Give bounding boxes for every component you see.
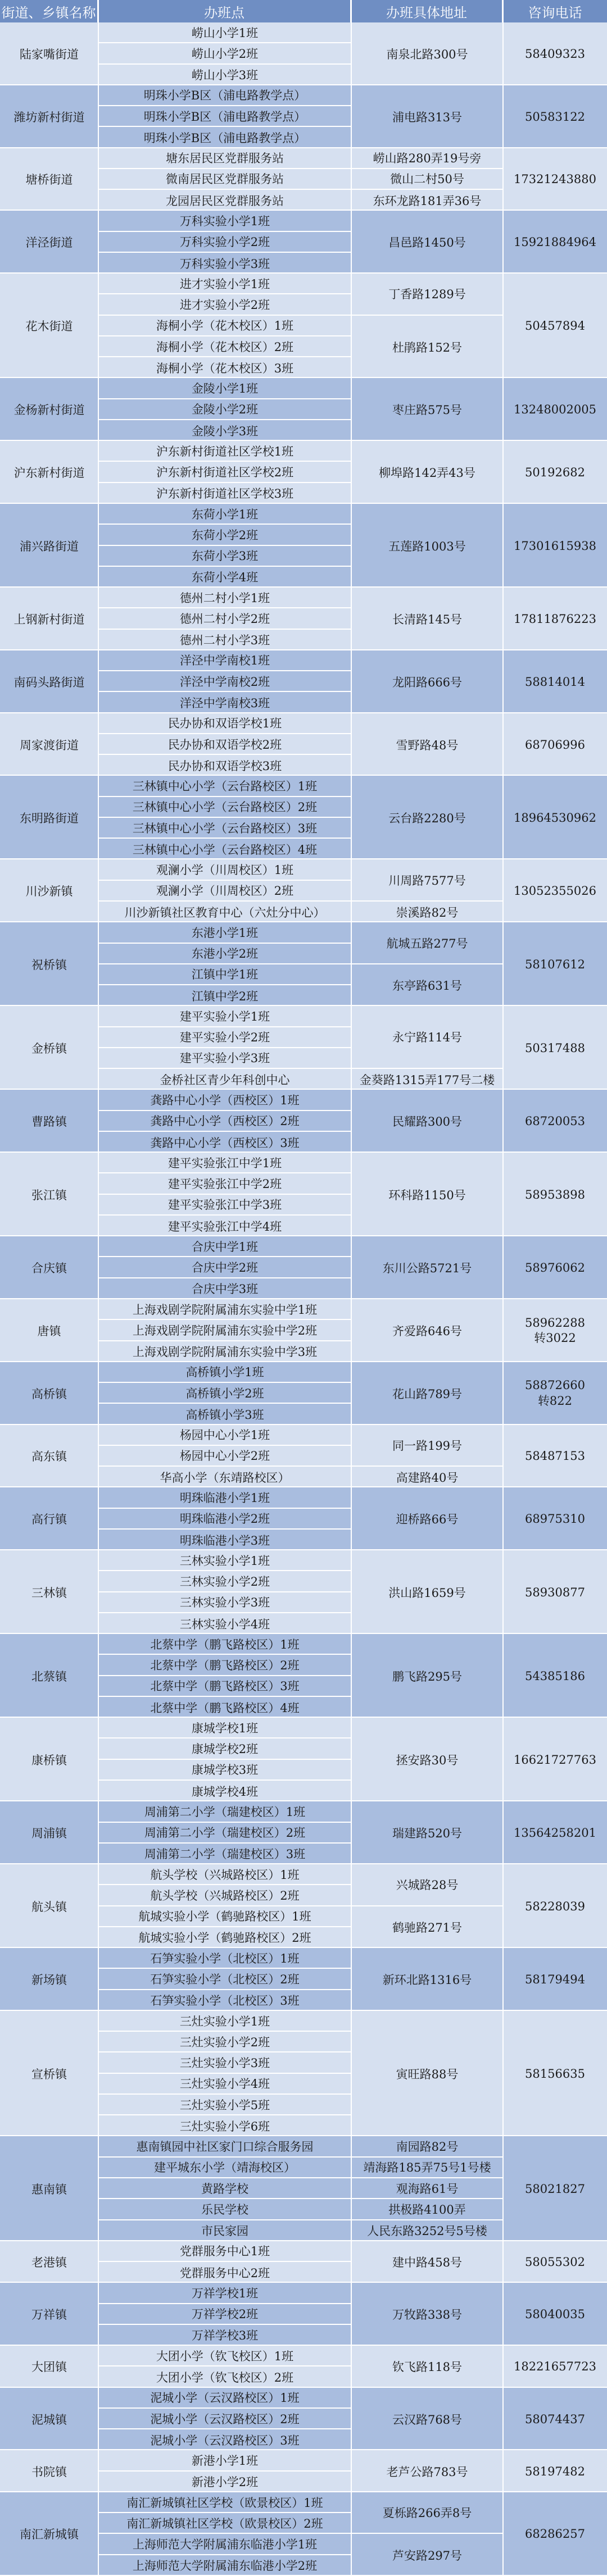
table-row	[0, 1425, 607, 1488]
header-point: 办班点	[98, 0, 351, 22]
class-address: 云汉路768号	[392, 2413, 463, 2427]
class-point: 东港小学1班	[98, 922, 351, 943]
table-row	[0, 22, 607, 85]
class-address: 洪山路1659号	[388, 1586, 466, 1600]
table-row	[0, 211, 607, 274]
class-point: 北蔡中学（鹏飞路校区）1班	[98, 1634, 351, 1655]
district-name: 上钢新村街道	[13, 612, 85, 626]
class-point: 高桥镇小学3班	[185, 1408, 264, 1422]
district-name: 潍坊新村街道	[13, 110, 85, 124]
class-point: 万科实验小学3班	[179, 257, 270, 271]
district-name: 泥城镇	[31, 2413, 67, 2427]
class-point: 华高小学（东靖路校区）	[160, 1471, 290, 1485]
contact-phone: 18964530962	[514, 811, 596, 825]
class-address: 老芦公路783号	[386, 2465, 468, 2479]
contact-phone: 58976062	[525, 1261, 585, 1275]
class-point: 三林镇中心小学（云台路校区）2班	[98, 797, 351, 818]
contact-phone: 58107612	[525, 957, 585, 971]
class-address: 东亭路631号	[392, 979, 463, 993]
class-address: 钦飞路118号	[392, 2360, 463, 2374]
class-point: 三林实验小学2班	[98, 1571, 351, 1592]
class-point: 石笋实验小学（北校区）2班	[98, 1969, 351, 1990]
class-point: 党群服务中心1班	[98, 2241, 351, 2262]
class-point: 惠南镇园中社区家门口综合服务园	[98, 2136, 351, 2157]
class-point: 上海师范大学附属浦东临港小学2班	[132, 2559, 318, 2573]
class-point: 德州二村小学2班	[98, 608, 351, 629]
contact-phone: 50457894	[525, 319, 585, 333]
class-point: 观澜小学（川周校区）2班	[98, 881, 351, 902]
class-point: 建平城东小学（靖海校区）	[98, 2158, 351, 2178]
class-address: 靖海路185弄75号1号楼	[351, 2158, 503, 2178]
class-point: 海桐小学（花木校区）2班	[98, 336, 351, 357]
contact-phone: 58021827	[525, 2182, 585, 2196]
contact-phone: 58872660 转822	[525, 1378, 585, 1408]
district-name: 塘桥街道	[25, 173, 73, 187]
class-point: 民办协和双语学校2班	[98, 734, 351, 755]
contact-phone: 58962288 转3022	[525, 1316, 585, 1345]
class-point: 合庆中学1班	[98, 1236, 351, 1257]
district-name: 合庆镇	[31, 1262, 67, 1276]
class-point: 航城实验小学（鹤驰路校区）1班	[98, 1906, 351, 1927]
class-address: 长清路145号	[392, 612, 463, 626]
contact-phone: 50583122	[525, 110, 585, 124]
class-point: 三灶实验小学1班	[98, 2011, 351, 2032]
class-point: 新港小学2班	[191, 2475, 259, 2489]
class-point: 崂山小学3班	[191, 69, 259, 83]
table-row	[0, 2450, 607, 2492]
class-point: 龚路中心小学（西校区）1班	[98, 1090, 351, 1110]
class-point: 江镇中学2班	[191, 989, 259, 1003]
class-point: 建平实验小学1班	[98, 1006, 351, 1027]
district-name: 周浦镇	[31, 1827, 67, 1841]
class-point: 万祥学校3班	[191, 2329, 259, 2343]
class-point: 金桥社区青少年科创中心	[160, 1073, 290, 1087]
contact-phone: 15921884964	[514, 235, 596, 249]
class-point: 东荷小学2班	[98, 525, 351, 545]
class-point: 海桐小学（花木校区）1班	[98, 316, 351, 336]
class-address: 微山二村50号	[351, 169, 503, 190]
class-point: 三灶实验小学3班	[98, 2052, 351, 2073]
contact-phone: 58055302	[525, 2255, 585, 2269]
class-point: 航头学校（兴城路校区）1班	[98, 1864, 351, 1885]
class-point: 建平实验张江中学1班	[98, 1153, 351, 1173]
table-row	[0, 2011, 607, 2137]
district-name: 惠南镇	[31, 2182, 67, 2196]
class-address: 拱极路4100弄	[351, 2199, 503, 2220]
class-point: 三灶实验小学4班	[98, 2074, 351, 2095]
class-point: 洋泾中学南校3班	[179, 697, 270, 710]
class-address: 建中路458号	[392, 2256, 463, 2270]
contact-phone: 58228039	[525, 1899, 585, 1913]
class-address: 杜鹃路152号	[392, 340, 463, 354]
district-name: 三林镇	[31, 1586, 67, 1600]
class-point: 崂山小学1班	[98, 22, 351, 43]
class-point: 崂山小学2班	[98, 43, 351, 64]
class-point: 三灶实验小学6班	[179, 2119, 270, 2133]
table-row	[0, 1006, 607, 1090]
header-address: 办班具体地址	[351, 0, 503, 22]
class-point: 金陵小学1班	[98, 378, 351, 399]
contact-phone: 58487153	[525, 1449, 585, 1463]
class-address: 民耀路300号	[392, 1115, 463, 1129]
contact-phone: 17811876223	[514, 612, 596, 626]
district-name: 高行镇	[31, 1513, 67, 1527]
class-point: 南汇新城镇社区学校（欧景校区）2班	[98, 2513, 351, 2534]
table-row	[0, 1299, 607, 1362]
district-name: 书院镇	[31, 2465, 67, 2479]
class-address: 万牧路338号	[392, 2308, 463, 2322]
district-name: 南汇新城镇	[20, 2528, 79, 2542]
class-point: 川沙新镇社区教育中心（六灶分中心）	[124, 905, 325, 920]
class-point: 泥城小学（云汉路校区）2班	[98, 2409, 351, 2429]
table-row	[0, 1948, 607, 2011]
class-address: 丁香路1289号	[351, 274, 503, 316]
table-row	[0, 1236, 607, 1299]
class-point: 微南居民区党群服务站	[98, 169, 351, 190]
class-point: 明珠临港小学2班	[98, 1509, 351, 1530]
table-row	[0, 148, 607, 211]
class-address: 夏栎路266弄8号	[351, 2492, 503, 2534]
table-row	[0, 2283, 607, 2346]
class-address: 拯安路30号	[396, 1753, 459, 1767]
class-address: 龙阳路666号	[392, 675, 463, 689]
contact-phone: 68975310	[525, 1512, 585, 1526]
class-address: 环科路1150号	[388, 1188, 466, 1202]
class-point: 沪东新村街道社区学校1班	[98, 441, 351, 462]
class-point: 金陵小学2班	[98, 399, 351, 420]
class-point: 建平实验张江中学2班	[98, 1173, 351, 1194]
class-point: 康城学校3班	[98, 1760, 351, 1781]
class-address: 兴城路28号	[351, 1864, 503, 1906]
contact-phone: 13564258201	[514, 1826, 596, 1840]
class-point: 高桥镇小学2班	[98, 1383, 351, 1404]
header-district: 街道、乡镇名称	[0, 0, 98, 22]
class-address: 枣庄路575号	[392, 403, 463, 417]
contact-phone: 58040035	[525, 2308, 585, 2322]
class-point: 观澜小学（川周校区）1班	[98, 859, 351, 880]
district-name: 宣桥镇	[31, 2067, 67, 2081]
contact-phone: 17321243880	[514, 172, 596, 186]
district-name: 沪东新村街道	[13, 466, 85, 480]
class-point: 洋泾中学南校2班	[98, 671, 351, 692]
contact-phone: 17301615938	[514, 539, 596, 553]
table-row	[0, 1153, 607, 1236]
class-point: 三灶实验小学5班	[98, 2095, 351, 2115]
class-address: 永宁路114号	[351, 1006, 503, 1069]
class-point: 明珠临港小学1班	[98, 1487, 351, 1508]
class-point: 东荷小学1班	[98, 504, 351, 525]
class-address: 东环龙路181弄36号	[373, 194, 482, 208]
contact-phone: 58930877	[525, 1585, 585, 1599]
class-point: 沪东新村街道社区学校3班	[156, 487, 294, 501]
district-name: 南码头路街道	[13, 675, 85, 689]
contact-phone: 54385186	[525, 1669, 585, 1683]
class-point: 南汇新城镇社区学校（欧景校区）1班	[98, 2492, 351, 2513]
class-point: 万科实验小学2班	[98, 232, 351, 253]
class-address: 瑞建路520号	[392, 1827, 463, 1841]
table-row	[0, 1718, 607, 1801]
contact-phone: 58179494	[525, 1973, 585, 1987]
class-point: 三灶实验小学2班	[98, 2032, 351, 2052]
contact-phone: 58197482	[525, 2464, 585, 2478]
district-name: 大团镇	[31, 2360, 67, 2374]
contact-phone: 13248002005	[514, 403, 596, 417]
class-point: 明珠小学B区（浦电路教学点）	[98, 85, 351, 106]
class-point: 北蔡中学（鹏飞路校区）2班	[98, 1655, 351, 1676]
district-name: 洋泾街道	[25, 236, 73, 250]
class-point: 东荷小学3班	[98, 546, 351, 567]
class-address: 浦电路313号	[392, 110, 463, 124]
table-row	[0, 2388, 607, 2451]
table-row	[0, 1362, 607, 1425]
district-name: 花木街道	[25, 320, 73, 334]
district-name: 新场镇	[31, 1973, 67, 1987]
district-name: 北蔡镇	[31, 1669, 67, 1683]
contact-phone: 16621727763	[514, 1753, 596, 1767]
column-divider	[502, 0, 504, 2576]
district-name: 高桥镇	[31, 1387, 67, 1401]
class-point: 三林镇中心小学（云台路校区）4班	[132, 843, 318, 857]
table-row	[0, 713, 607, 776]
class-point: 龚路中心小学（西校区）2班	[98, 1111, 351, 1132]
table-row	[0, 85, 607, 148]
class-point: 龙园居民区党群服务站	[166, 194, 284, 208]
table-row	[0, 922, 607, 1006]
class-point: 周浦第二小学（瑞建校区）2班	[98, 1823, 351, 1844]
table-row	[0, 2241, 607, 2283]
district-name: 康桥镇	[31, 1753, 67, 1767]
class-point: 洋泾中学南校1班	[98, 650, 351, 671]
class-point: 大团小学（钦飞校区）2班	[156, 2370, 294, 2384]
contact-phone: 58074437	[525, 2412, 585, 2426]
class-point: 民办协和双语学校1班	[98, 713, 351, 734]
class-address: 迎桥路66号	[396, 1513, 459, 1527]
district-name: 高东镇	[31, 1450, 67, 1464]
class-address: 崂山路280弄19号旁	[351, 148, 503, 169]
table-row	[0, 1090, 607, 1153]
column-divider	[98, 0, 99, 2576]
class-point: 上海戏剧学院附属浦东实验中学1班	[98, 1299, 351, 1320]
class-point: 三林实验小学4班	[179, 1617, 270, 1631]
class-point: 上海戏剧学院附属浦东实验中学3班	[132, 1345, 318, 1359]
class-point: 周浦第二小学（瑞建校区）3班	[144, 1847, 306, 1862]
table-row	[0, 441, 607, 504]
class-address: 金葵路1315弄177号二楼	[359, 1073, 495, 1087]
class-point: 民办协和双语学校3班	[167, 759, 282, 773]
class-point: 石笋实验小学（北校区）1班	[98, 1948, 351, 1969]
table-row	[0, 1550, 607, 1634]
class-point: 德州二村小学1班	[98, 588, 351, 608]
class-point: 合庆中学2班	[98, 1257, 351, 1278]
contact-phone: 18221657723	[514, 2360, 596, 2374]
contact-phone: 68286257	[525, 2527, 585, 2541]
class-point: 沪东新村街道社区学校2班	[98, 462, 351, 483]
class-point: 建平实验小学3班	[98, 1048, 351, 1069]
class-point: 明珠临港小学3班	[179, 1533, 270, 1548]
class-point: 三林实验小学1班	[98, 1550, 351, 1571]
district-name: 金杨新村街道	[13, 403, 85, 417]
class-point: 航头学校（兴城路校区）2班	[98, 1885, 351, 1906]
class-point: 党群服务中心2班	[179, 2266, 270, 2280]
class-point: 进才实验小学2班	[98, 294, 351, 315]
class-point: 三林镇中心小学（云台路校区）3班	[98, 818, 351, 839]
district-name: 川沙新镇	[25, 885, 73, 899]
class-point: 市民家园	[201, 2224, 248, 2238]
class-point: 杨园中心小学1班	[98, 1425, 351, 1446]
table-row	[0, 1801, 607, 1864]
district-name: 祝桥镇	[31, 958, 67, 972]
table-row	[0, 2346, 607, 2388]
district-name: 曹路镇	[31, 1115, 67, 1129]
district-name: 东明路街道	[20, 811, 79, 825]
class-point: 合庆中学3班	[191, 1282, 259, 1296]
class-address: 川周路7577号	[351, 859, 503, 902]
class-address: 花山路789号	[392, 1387, 463, 1401]
class-point: 康城学校4班	[191, 1785, 259, 1799]
class-point: 建平实验张江中学3班	[98, 1195, 351, 1216]
class-point: 泥城小学（云汉路校区）3班	[150, 2433, 300, 2447]
class-address: 同一路199号	[351, 1425, 503, 1467]
class-address: 人民东路3252号5号楼	[367, 2224, 487, 2238]
class-point: 江镇中学1班	[98, 964, 351, 985]
class-point: 高桥镇小学1班	[98, 1362, 351, 1383]
table-row	[0, 1487, 607, 1550]
table-row	[0, 1864, 607, 1948]
class-address: 东川公路5721号	[382, 1262, 472, 1276]
class-point: 进才实验小学1班	[98, 274, 351, 294]
class-address: 鹏飞路295号	[392, 1669, 463, 1683]
class-point: 三林镇中心小学（云台路校区）1班	[98, 776, 351, 797]
table-row	[0, 1634, 607, 1718]
class-address: 崇溪路82号	[396, 905, 459, 920]
class-point: 航城实验小学（鹤驰路校区）2班	[138, 1931, 311, 1945]
contact-phone: 58156635	[525, 2067, 585, 2081]
table-row	[0, 859, 607, 922]
class-address: 寅旺路88号	[396, 2067, 459, 2081]
contact-phone: 58814014	[525, 675, 585, 689]
class-address: 南园路82号	[351, 2136, 503, 2157]
class-address: 齐爱路646号	[392, 1324, 463, 1338]
class-point: 石笋实验小学（北校区）3班	[150, 1994, 300, 2008]
class-address: 五莲路1003号	[388, 539, 466, 553]
class-address: 航城五路277号	[351, 922, 503, 964]
header-phone: 咨询电话	[503, 0, 607, 22]
class-point: 北蔡中学（鹏飞路校区）4班	[150, 1701, 300, 1715]
contact-phone: 58409323	[525, 47, 585, 61]
class-point: 德州二村小学3班	[179, 634, 270, 648]
table-row	[0, 378, 607, 441]
class-point: 大团小学（钦飞校区）1班	[98, 2346, 351, 2366]
class-point: 上海师范大学附属浦东临港小学1班	[98, 2534, 351, 2555]
contact-phone: 68720053	[525, 1114, 585, 1128]
class-point: 东荷小学4班	[191, 571, 259, 585]
class-address: 新环北路1316号	[382, 1973, 472, 1987]
contact-phone: 13052355026	[514, 884, 596, 898]
district-name: 万祥镇	[31, 2308, 67, 2322]
district-name: 浦兴路街道	[20, 539, 79, 553]
class-point: 明珠小学B区（浦电路教学点）	[143, 131, 306, 145]
contact-phone: 58953898	[525, 1187, 585, 1201]
table-row	[0, 274, 607, 378]
class-point: 万祥学校1班	[98, 2283, 351, 2304]
class-address: 高建路40号	[396, 1471, 459, 1485]
class-address: 芦安路297号	[392, 2548, 463, 2563]
class-point: 新港小学1班	[98, 2450, 351, 2471]
class-point: 万科实验小学1班	[98, 211, 351, 231]
class-point: 康城学校2班	[98, 1738, 351, 1759]
class-point: 北蔡中学（鹏飞路校区）3班	[98, 1676, 351, 1697]
contact-phone: 50192682	[525, 466, 585, 480]
class-point: 龚路中心小学（西校区）3班	[150, 1136, 300, 1150]
class-point: 海桐小学（花木校区）3班	[156, 361, 294, 375]
district-name: 航头镇	[31, 1900, 67, 1914]
class-address: 柳埠路142弄43号	[379, 466, 475, 480]
class-point: 万祥学校2班	[98, 2304, 351, 2325]
table-row	[0, 2492, 607, 2576]
class-point: 金陵小学3班	[191, 424, 259, 438]
district-name: 老港镇	[31, 2256, 67, 2270]
class-point: 杨园中心小学2班	[98, 1446, 351, 1467]
class-point: 周浦第二小学（瑞建校区）1班	[98, 1801, 351, 1822]
table-row	[0, 588, 607, 650]
class-address: 南泉北路300号	[386, 47, 468, 61]
table-row	[0, 650, 607, 713]
class-point: 黄路学校	[98, 2178, 351, 2199]
class-address: 雪野路48号	[396, 738, 459, 752]
table-row	[0, 2136, 607, 2241]
class-address: 云台路2280号	[388, 811, 466, 825]
class-point: 塘东居民区党群服务站	[98, 148, 351, 169]
class-point: 三林实验小学3班	[98, 1592, 351, 1613]
class-point: 东港小学2班	[98, 944, 351, 964]
district-name: 周家渡街道	[20, 738, 79, 752]
district-name: 唐镇	[37, 1324, 61, 1338]
table-row	[0, 504, 607, 588]
district-name: 金桥镇	[31, 1041, 67, 1055]
contact-phone: 50317488	[525, 1041, 585, 1055]
class-address: 昌邑路1450号	[388, 236, 466, 250]
class-address: 观海路61号	[351, 2178, 503, 2199]
column-divider	[351, 0, 352, 2576]
class-point: 建平实验小学2班	[98, 1027, 351, 1048]
class-point: 乐民学校	[98, 2199, 351, 2220]
contact-phone: 68706996	[525, 738, 585, 752]
class-point: 泥城小学（云汉路校区）1班	[98, 2388, 351, 2409]
class-point: 建平实验张江中学4班	[167, 1219, 282, 1234]
class-address: 鹤驰路271号	[392, 1920, 463, 1935]
class-point: 明珠小学B区（浦电路教学点）	[98, 106, 351, 127]
district-name: 张江镇	[31, 1188, 67, 1202]
district-name: 陆家嘴街道	[20, 47, 79, 61]
table-row	[0, 776, 607, 859]
class-point: 上海戏剧学院附属浦东实验中学2班	[98, 1320, 351, 1341]
class-point: 康城学校1班	[98, 1718, 351, 1738]
